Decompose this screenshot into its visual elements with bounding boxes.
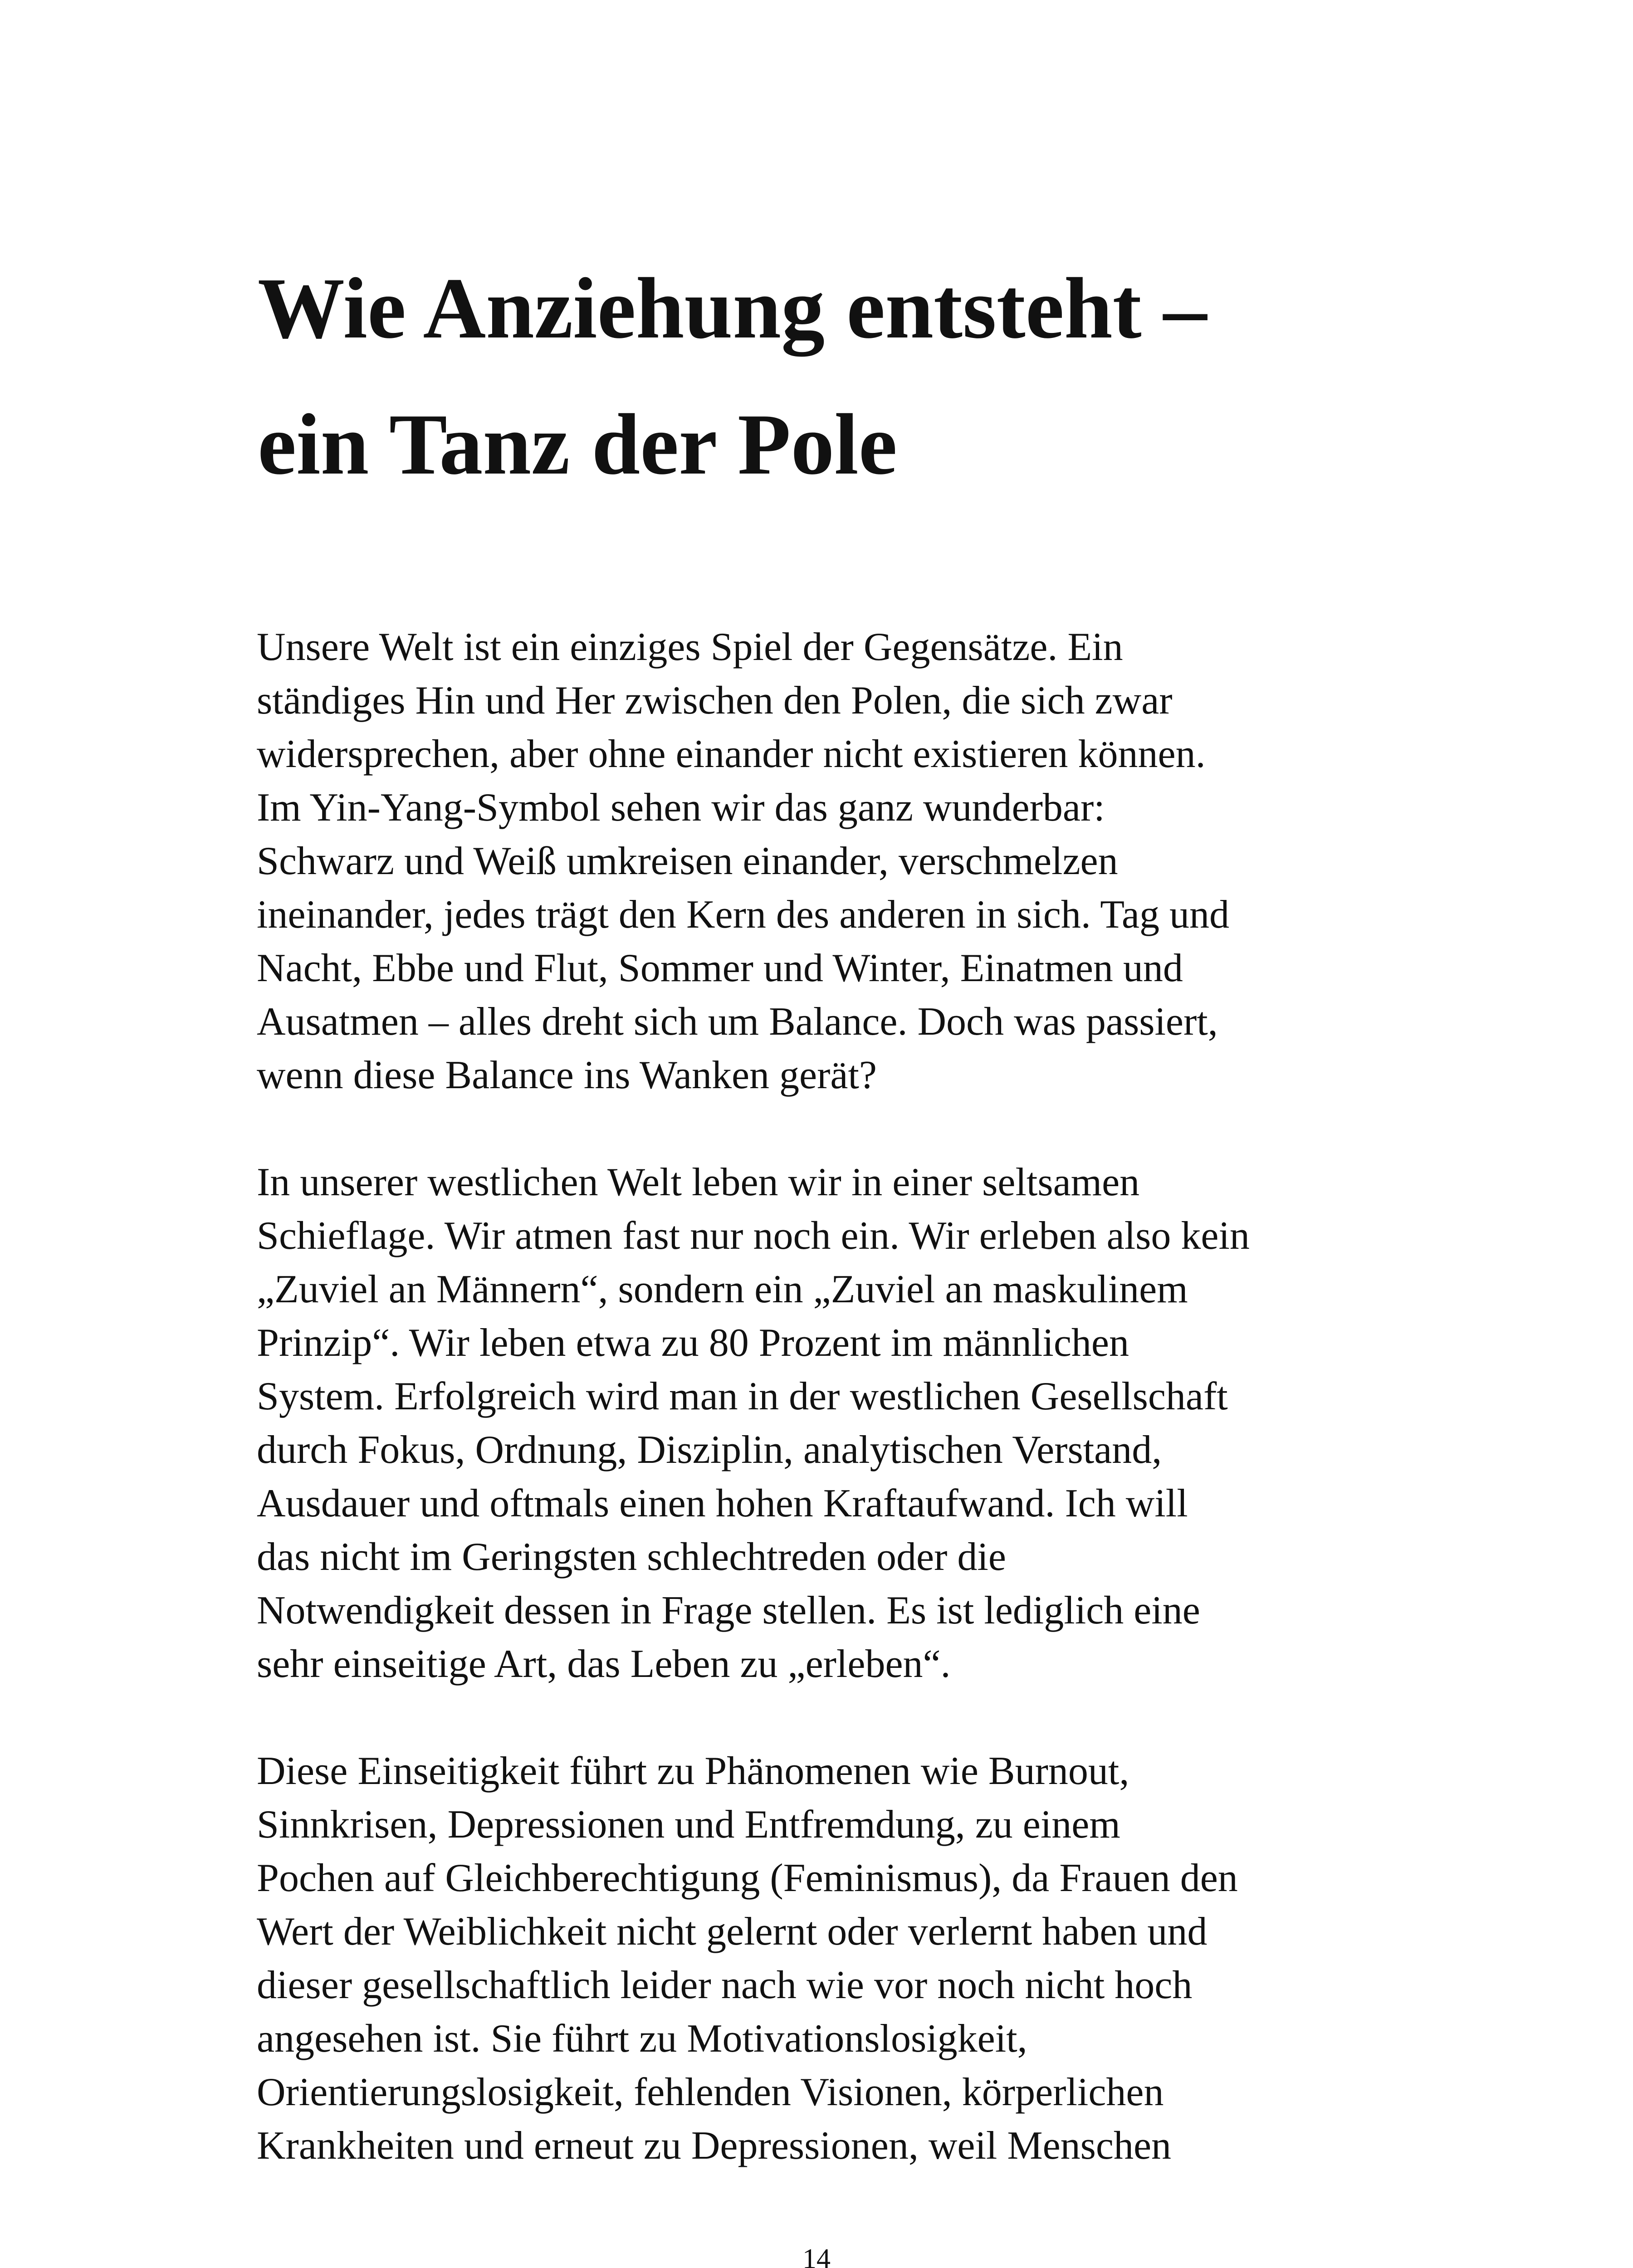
page-number: 14: [802, 2244, 831, 2268]
paragraph-3: [257, 1745, 1391, 2173]
text-line: System. Erfolgreich wird man in der westlichen Gesellschaft: [257, 1374, 1228, 1418]
text-line: Schwarz und Weiß umkreisen einander, verschmelzen: [257, 839, 1118, 883]
text-line: In unserer westlichen Welt leben wir in einer seltsamen: [257, 1160, 1140, 1204]
text-line: Pochen auf Gleichberechtigung (Feminismus), da Frauen den: [257, 1856, 1238, 1900]
text-line: „Zuviel an Männern“, sondern ein „Zuviel an maskulinem: [257, 1267, 1188, 1311]
paragraph-1: [257, 621, 1391, 1102]
text-line: sehr einseitige Art, das Leben zu „erleben“.: [257, 1642, 951, 1686]
text-line: wenn diese Balance ins Wanken gerät?: [257, 1053, 877, 1097]
chapter-title: [258, 240, 1437, 513]
text-line: Schieflage. Wir atmen fast nur noch ein. Wir erleben also kein: [257, 1214, 1250, 1258]
text-line: Ausdauer und oftmals einen hohen Kraftaufwand. Ich will: [257, 1481, 1188, 1525]
text-line: Sinnkrisen, Depressionen und Entfremdung, zu einem: [257, 1803, 1120, 1847]
text-line: Nacht, Ebbe und Flut, Sommer und Winter, Einatmen und: [257, 946, 1183, 990]
text-line: widersprechen, aber ohne einander nicht existieren können.: [257, 732, 1206, 776]
chapter-title-line: Wie Anziehung entsteht –: [258, 260, 1207, 357]
text-line: Unsere Welt ist ein einziges Spiel der Gegensätze. Ein: [257, 625, 1123, 669]
text-line: Im Yin-Yang-Symbol sehen wir das ganz wunderbar:: [257, 786, 1105, 830]
text-line: durch Fokus, Ordnung, Disziplin, analytischen Verstand,: [257, 1428, 1162, 1472]
text-line: dieser gesellschaftlich leider nach wie vor noch nicht hoch: [257, 1963, 1193, 2007]
chapter-title-line: ein Tanz der Pole: [258, 396, 897, 493]
text-line: das nicht im Geringsten schlechtreden oder die: [257, 1535, 1006, 1579]
text-line: Orientierungslosigkeit, fehlenden Visionen, körperlichen: [257, 2070, 1164, 2114]
text-line: Wert der Weiblichkeit nicht gelernt oder verlernt haben und: [257, 1910, 1208, 1954]
body-text: [257, 621, 1391, 2226]
paragraph-2: [257, 1156, 1391, 1691]
text-line: Notwendigkeit dessen in Frage stellen. Es ist lediglich eine: [257, 1589, 1200, 1633]
text-line: Diese Einseitigkeit führt zu Phänomenen wie Burnout,: [257, 1749, 1129, 1793]
text-line: Ausatmen – alles dreht sich um Balance. Doch was passiert,: [257, 1000, 1218, 1044]
text-line: angesehen ist. Sie führt zu Motivationslosigkeit,: [257, 2017, 1027, 2061]
text-line: Krankheiten und erneut zu Depressionen, weil Menschen: [257, 2124, 1172, 2168]
text-line: ineinander, jedes trägt den Kern des anderen in sich. Tag und: [257, 893, 1229, 937]
text-line: ständiges Hin und Her zwischen den Polen, die sich zwar: [257, 679, 1173, 723]
text-line: Prinzip“. Wir leben etwa zu 80 Prozent im männlichen: [257, 1321, 1129, 1365]
